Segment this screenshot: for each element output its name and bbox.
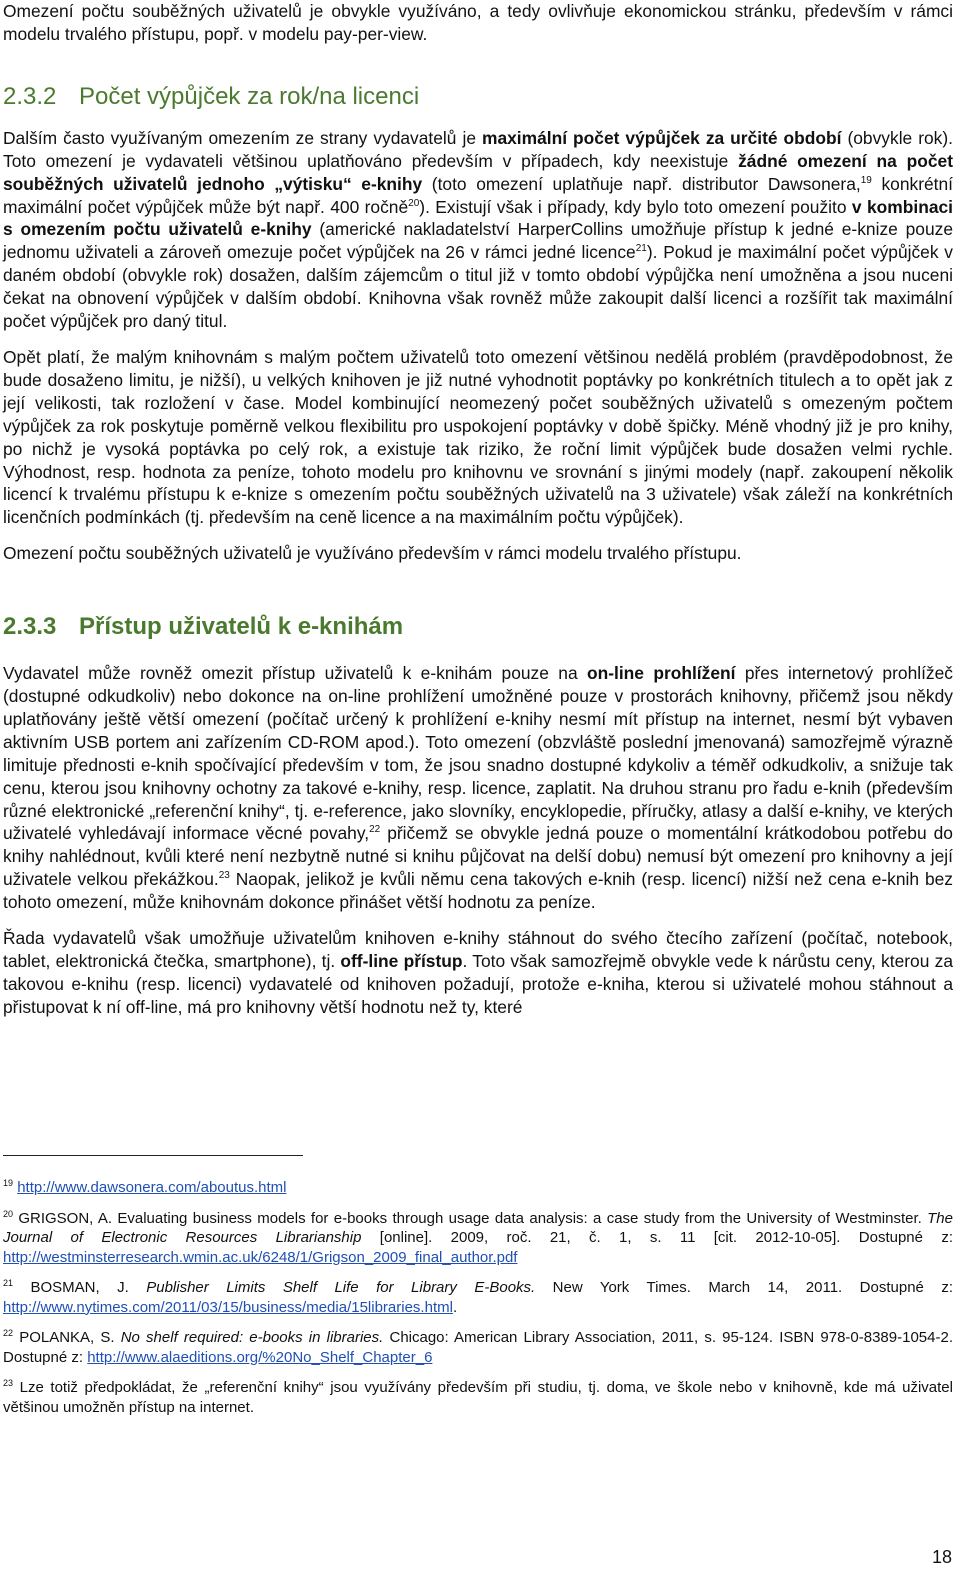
bold-text: v kombinaci s omezením počtu uživatelů e-knihy xyxy=(3,196,953,240)
paragraph-loans-limit xyxy=(3,127,953,333)
text-run: přes internetový prohlížeč (dostupné odkudkoliv) nebo dokonce na on-line prohlížení umožněné pouze v prostorách knihovny, přičemž jsou někdy uplatňovány ještě větší omezení (počítač určený k prohlížení e-knihy nesmí mít přístup na internet, nesmí být vybaven aktivním USB portem ani zařízením CD-ROM apod.). Toto omezení (obzvláště poslední jmenovaná) samozřejmě výrazně limituje přednosti e-knih spočívající především v tom, že jsou snadno dostupné kdykoliv a téměř odkudkoliv, a snižuje tak cenu, kterou jsou knihovny ochotny za takové e-knihy, resp. licence, zaplatit. Na druhou stranu pro řadu e-knih (především různé elektronické „referenční knihy“, tj. e-reference, jako slovníky, encyklopedie, příručky, atlasy a další e-knihy, ve kterých uživatelé vyhledávají informace věcné povahy, xyxy=(3,663,953,844)
section-number: 2.3.3 xyxy=(3,613,57,641)
text-run: GRIGSON, A. Evaluating business models for e-books through usage data analysis: a case study from the University of Westminster. xyxy=(18,1209,928,1227)
paragraph-small-libraries: Opět platí, že malým knihovnám s malým počtem uživatelů toto omezení většinou nedělá problém (pravděpodobnost, že bude dosaženo limitu, je nižší), u velkých knihoven je již nutné vyhodnotit poptávky po konkrétních titulech a to opět jak z její velikosti, tak rozložení v čase. Model kombinující neomezený počet souběžných uživatelů s omezeným počtem výpůjček za rok poskytuje poměrně velkou flexibilitu pro uspokojení poptávky v době špičky. Méně vhodný již je pro knihy, po nichž je vysoká poptávka po celý rok, a existuje tak riziko, že roční limit výpůjček bude dosažen velmi rychle. Výhodnost, resp. hodnota za peníze, tohoto modelu pro knihovnu ve srovnání s jinými modely (např. zakoupení několik licencí k trvalému přístupu k e-knize s omezením počtu souběžných uživatelů na 3 uživatele) však záleží na konkrétních licenčních podmínkách (tj. především na ceně licence a na maximálním počtu výpůjček). xyxy=(3,346,953,528)
footnote-20 xyxy=(3,1209,953,1268)
paragraph-summary: Omezení počtu souběžných uživatelů je využíváno především v rámci modelu trvalého přístupu. xyxy=(3,543,742,564)
section-number: 2.3.2 xyxy=(3,82,57,110)
footnotes xyxy=(3,1155,953,1428)
footnote-19 xyxy=(3,1178,953,1198)
footnote-22 xyxy=(3,1328,953,1367)
italic-text: No shelf required: e-books in libraries. xyxy=(120,1329,384,1346)
footnote-link[interactable]: http://westminsterresearch.wmin.ac.uk/6248/1/Grigson_2009_final_author.pdf xyxy=(3,1248,518,1266)
footnote-link[interactable]: http://www.alaeditions.org/%20No_Shelf_Chapter_6 xyxy=(87,1348,433,1366)
footnote-number: 22 xyxy=(3,1328,14,1338)
footnote-21 xyxy=(3,1278,953,1317)
footnote-separator xyxy=(3,1155,303,1156)
text-run: Vydavatel může rovněž omezit přístup uživatelů k e-knihám pouze na xyxy=(3,663,587,684)
footnote-ref[interactable]: 20 xyxy=(408,197,420,209)
paragraph-offline-access xyxy=(3,927,953,1019)
bold-text: on-line prohlížení xyxy=(586,663,736,684)
footnote-ref[interactable]: 22 xyxy=(369,824,381,836)
text-run: ). Pokud je maximální počet výpůjček v daném období (obvykle rok) dosažen, dalším zájemcům o titul již v tomto období výpůjčka není umožněna a jsou nuceni čekat na obnovení výpůjček v dalším období. Knihovna však rovněž může zakoupit další licenci a rozšířit tak maximální počet výpůjček pro daný titul. xyxy=(3,242,953,332)
page-number: 18 xyxy=(931,1547,952,1567)
footnote-link[interactable]: http://www.dawsonera.com/aboutus.html xyxy=(17,1179,287,1196)
text-run: . Toto však samozřejmě obvykle vede k nárůstu ceny, kterou za takovou e-knihu (resp. licenci) vydavatelé od knihoven požadují, protože e-kniha, kterou si uživatelé mohou stáhnout a přistupovat k ní off-line, má pro knihovny větší hodnotu než ty, které xyxy=(3,951,953,1017)
paragraph-intro: Omezení počtu souběžných uživatelů je obvykle využíváno, a tedy ovlivňuje ekonomickou stránku, především v rámci modelu trvalého přístupu, popř. v modelu pay-per-view. xyxy=(3,1,953,44)
footnote-link[interactable]: http://www.nytimes.com/2011/03/15/business/media/15libraries.html xyxy=(3,1298,453,1316)
footnote-number: 23 xyxy=(3,1378,14,1388)
section-heading-2-3-2 xyxy=(3,82,953,112)
footnote-ref[interactable]: 23 xyxy=(218,870,230,882)
text-run: New York Times. March 14, 2011. Dostupné z: xyxy=(535,1279,953,1296)
footnote-number: 20 xyxy=(3,1208,14,1219)
footnote-ref[interactable]: 19 xyxy=(860,174,872,186)
text-run: Chicago: American Library Association, 2011, s. 95-124. ISBN 978-0-8389-1054-2. Dostupné z: xyxy=(3,1329,953,1366)
italic-text: The Journal of Electronic Resources Librarianship xyxy=(3,1209,953,1246)
text-run: Dalším často využívaným omezením ze strany vydavatelů je xyxy=(3,127,482,148)
footnote-number: 19 xyxy=(3,1178,14,1188)
bold-text: žádné omezení na počet souběžných uživatelů jednoho „výtisku“ e-knihy xyxy=(3,150,953,194)
bold-text: maximální počet výpůjček za určité období xyxy=(481,127,842,148)
page-body xyxy=(3,0,953,1019)
text-run: . xyxy=(452,1298,458,1316)
text-run: Naopak, jelikož je kvůli němu cena takových e-knih (resp. licencí) nižší než cena e-knih bez tohoto omezení, může knihovnám dokonce přinášet větší hodnotu za peníze. xyxy=(3,869,953,913)
text-run: Řada vydavatelů však umožňuje uživatelům knihoven e-knihy stáhnout do svého čtecího zařízení (počítač, notebook, tablet, elektronická čtečka, smartphone), tj. xyxy=(3,928,953,971)
italic-text: Publisher Limits Shelf Life for Library E-Books. xyxy=(146,1279,536,1296)
section-title: Počet výpůjček za rok/na licenci xyxy=(79,82,420,110)
footnote-23 xyxy=(3,1378,953,1417)
text-run: POLANKA, S. xyxy=(19,1329,121,1346)
section-heading-2-3-3 xyxy=(3,612,953,642)
text-run: (toto omezení uplatňuje např. distributor Dawsonera, xyxy=(422,173,861,194)
text-run: konkrétní maximální počet výpůjček může být např. 400 ročně xyxy=(3,173,954,217)
section-title: Přístup uživatelů k e-knihám xyxy=(79,613,404,641)
text-run: [online]. 2009, roč. 21, č. 1, s. 11 [cit. 2012-10-05]. Dostupné z: xyxy=(361,1229,953,1246)
text-run: ). Existují však i případy, kdy bylo toto omezení použito xyxy=(419,196,852,217)
text-run: BOSMAN, J. xyxy=(30,1279,147,1296)
bold-text: off-line přístup xyxy=(340,951,463,971)
text-run: přičemž se obvykle jedná pouze o momentální krátkodobou potřebu do knihy nahlédnout, kvůli které není nezbytně nutné si knihu půjčovat na delší dobu) nemusí být omezení pro knihovny a její uživatele velkou překážkou. xyxy=(3,823,953,890)
footnote-number: 21 xyxy=(3,1278,14,1288)
footnote-ref[interactable]: 21 xyxy=(635,243,647,255)
text-run: (obvykle rok). Toto omezení je vydavateli většinou uplatňováno především v případech, kdy neexistuje xyxy=(3,127,953,171)
text-run: Lze totiž předpokládat, že „referenční knihy“ jsou využívány především při studiu, tj. doma, ve škole nebo v knihovně, kde má uživatel většinou umožněn přístup na internet. xyxy=(3,1379,953,1416)
text-run: (americké nakladatelství HarperCollins umožňuje přístup k jedné e-knize pouze jednomu uživateli a zároveň omezuje počet výpůjček na 26 v rámci jedné licence xyxy=(3,219,953,263)
paragraph-online-access xyxy=(3,662,953,914)
